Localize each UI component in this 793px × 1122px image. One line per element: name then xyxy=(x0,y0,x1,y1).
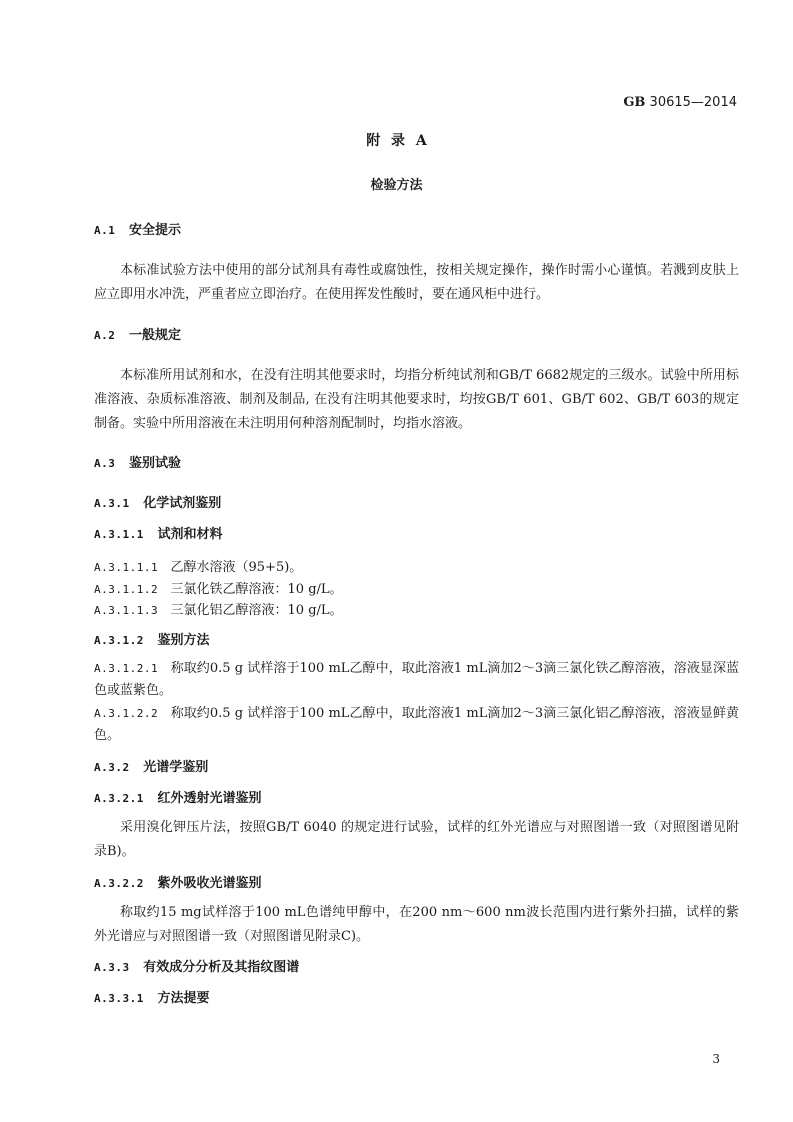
section-a321-body xyxy=(94,816,739,864)
section-number: A.3.2 xyxy=(94,761,130,774)
section-a2-body xyxy=(94,364,739,436)
paragraph: 称取约15 mg试样溶于100 mL色谱纯甲醇中，在200 nm～600 nm波长范围内进行紫外扫描，试样的紫外光谱应与对照图谱一致（对照图谱见附录C)。 xyxy=(94,905,739,944)
section-title: 方法提要 xyxy=(157,991,210,1006)
item-number: A.3.1.1.2 xyxy=(94,583,159,596)
section-number: A.2 xyxy=(94,329,116,342)
section-title: 一般规定 xyxy=(128,328,181,343)
section-a322-body xyxy=(94,901,739,949)
item-a3111 xyxy=(94,556,302,575)
item-text: 三氯化铁乙醇溶液：10 g/L。 xyxy=(170,582,343,597)
item-text: 三氯化铝乙醇溶液：10 g/L。 xyxy=(170,603,343,618)
section-title: 有效成分分析及其指纹图谱 xyxy=(143,960,300,975)
section-heading-a321 xyxy=(94,787,261,806)
item-a3122 xyxy=(94,703,739,747)
paragraph: 本标准试验方法中使用的部分试剂具有毒性或腐蚀性，按相关规定操作，操作时需小心谨慎。若溅到皮肤上应立即用水冲洗，严重者应立即治疗。在使用挥发性酸时，要在通风柜中进行。 xyxy=(94,263,739,302)
section-number: A.3.1 xyxy=(94,497,130,510)
section-heading-a312 xyxy=(94,629,209,648)
section-heading-a1 xyxy=(94,219,181,238)
item-text: 称取约0.5 g 试样溶于100 mL乙醇中，取此溶液1 mL滴加2～3滴三氯化铁乙醇溶液，溶液显深蓝色或蓝紫色。 xyxy=(94,661,739,698)
section-title: 鉴别方法 xyxy=(157,633,210,648)
standard-code: 30615—2014 xyxy=(649,95,737,110)
paragraph xyxy=(94,703,739,747)
appendix-subtitle: 检验方法 xyxy=(370,178,423,193)
item-text: 称取约0.5 g 试样溶于100 mL乙醇中，取此溶液1 mL滴加2～3滴三氯化铝乙醇溶液，溶液显鲜黄色。 xyxy=(94,706,739,743)
standard-number xyxy=(623,95,737,110)
item-a3121 xyxy=(94,658,739,702)
section-heading-a32 xyxy=(94,756,208,775)
standard-prefix: GB xyxy=(623,95,646,110)
section-heading-a31 xyxy=(94,492,221,511)
section-number: A.3.1.1 xyxy=(94,528,144,541)
section-number: A.3.3 xyxy=(94,961,130,974)
section-heading-a311 xyxy=(94,523,222,542)
section-title: 化学试剂鉴别 xyxy=(143,496,222,511)
section-heading-a33 xyxy=(94,956,299,975)
item-number: A.3.1.1.1 xyxy=(94,561,159,574)
item-number: A.3.1.2.2 xyxy=(94,707,159,720)
section-number: A.3.2.1 xyxy=(94,792,144,805)
section-title: 紫外吸收光谱鉴别 xyxy=(157,876,262,891)
section-heading-a331 xyxy=(94,987,209,1006)
item-a3113 xyxy=(94,599,343,618)
item-text: 乙醇水溶液（95+5)。 xyxy=(170,560,303,575)
section-heading-a3 xyxy=(94,452,181,471)
item-number: A.3.1.1.3 xyxy=(94,604,159,617)
section-heading-a2 xyxy=(94,324,181,343)
paragraph: 采用溴化钾压片法，按照GB/T 6040 的规定进行试验，试样的红外光谱应与对照图谱一致（对照图谱见附录B)。 xyxy=(94,820,739,859)
section-title: 红外透射光谱鉴别 xyxy=(157,791,262,806)
paragraph xyxy=(94,658,739,702)
section-number: A.3.3.1 xyxy=(94,992,144,1005)
appendix-title: 附 录 A xyxy=(366,133,427,149)
section-title: 安全提示 xyxy=(128,223,181,238)
section-title: 光谱学鉴别 xyxy=(143,760,209,775)
section-a1-body xyxy=(94,259,739,307)
section-number: A.3.1.2 xyxy=(94,634,144,647)
section-title: 试剂和材料 xyxy=(157,527,223,542)
section-number: A.1 xyxy=(94,224,116,237)
section-heading-a322 xyxy=(94,872,261,891)
paragraph: 本标准所用试剂和水，在没有注明其他要求时，均指分析纯试剂和GB/T 6682规定的三级水。试验中所用标准溶液、杂质标准溶液、制剂及制品, 在没有注明其他要求时，均按GB/T 601、GB/T 602、GB/T 603的规定制备。实验中所用溶液在未注明用何种溶剂配制时，均指水溶液。 xyxy=(94,368,739,431)
section-number: A.3.2.2 xyxy=(94,877,144,890)
section-number: A.3 xyxy=(94,457,116,470)
item-a3112 xyxy=(94,578,343,597)
page-number: 3 xyxy=(712,1052,720,1066)
section-title: 鉴别试验 xyxy=(128,456,181,471)
item-number: A.3.1.2.1 xyxy=(94,662,159,675)
